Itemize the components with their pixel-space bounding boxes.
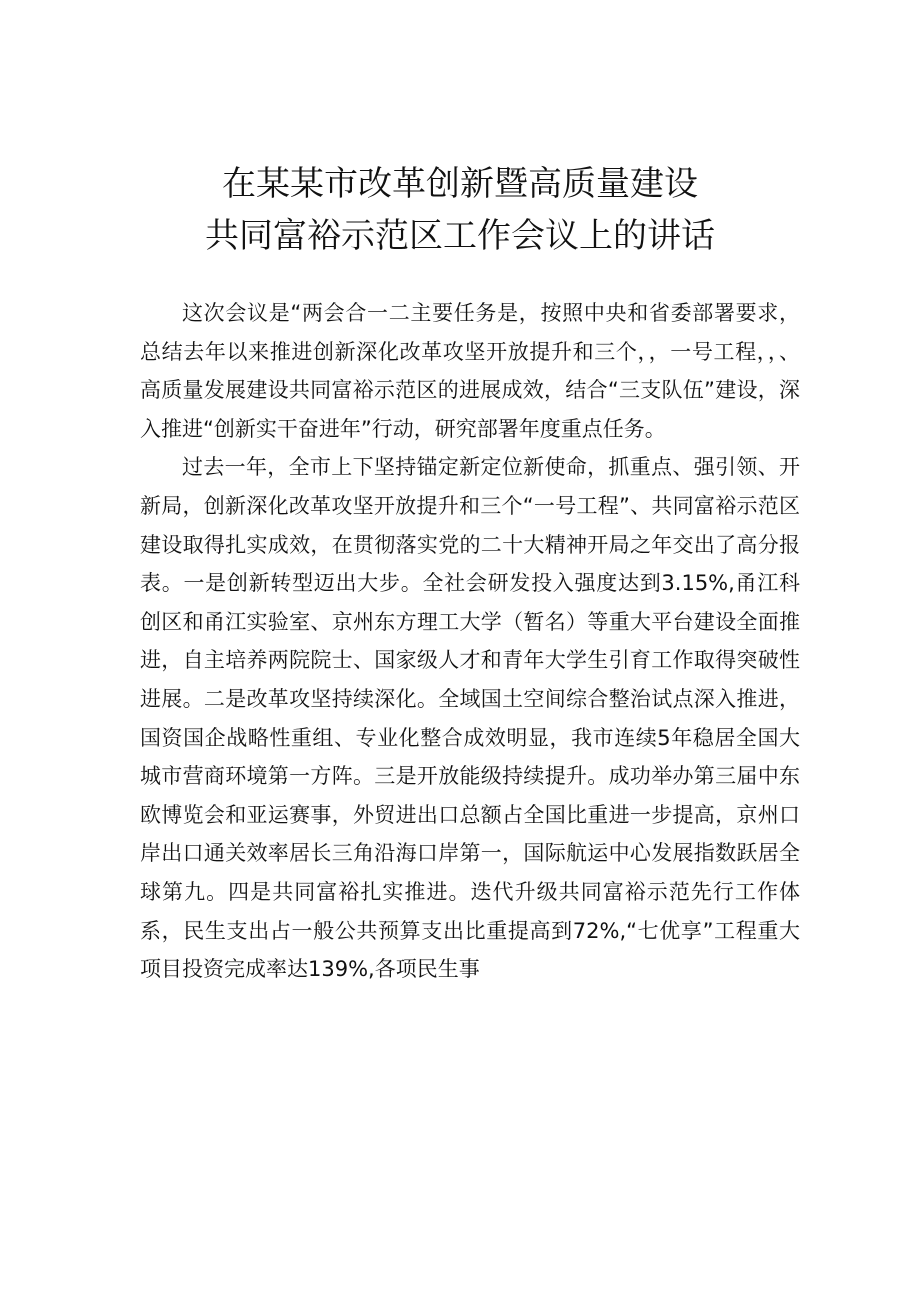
document-title <box>0 158 920 262</box>
title-line-2: 共同富裕示范区工作会议上的讲话 <box>205 216 715 256</box>
title-line-1: 在某某市改革创新暨高质量建设 <box>222 164 698 204</box>
paragraph-2: 过去一年，全市上下坚持锚定新定位新使命，抓重点、强引领、开新局，创新深化改革攻坚开放提升和三个“一号工程”、共同富裕示范区建设取得扎实成效，在贯彻落实党的二十大精神开局之年交出了高分报表。一是创新转型迈出大步。全社会研发投入强度达到3.15%,甬江科创区和甬江实验室、京州东方理工大学（暂名）等重大平台建设全面推进，自主培养两院院士、国家级人才和青年大学生引育工作取得突破性进展。二是改革攻坚持续深化。全域国土空间综合整治试点深入推进，国资国企战略性重组、专业化整合成效明显，我市连续5年稳居全国大城市营商环境第一方阵。三是开放能级持续提升。成功举办第三届中东欧博览会和亚运赛事，外贸进出口总额占全国比重进一步提高，京州口岸出口通关效率居长三角沿海口岸第一，国际航运中心发展指数跃居全球第九。四是共同富裕扎实推进。迭代升级共同富裕示范先行工作体系，民生支出占一般公共预算支出比重提高到72%,“七优享”工程重大项目投资完成率达139%,各项民生事 <box>140 455 800 982</box>
document-body <box>140 294 800 989</box>
paragraph-1: 这次会议是“两会合一二主要任务是，按照中央和省委部署要求，总结去年以来推进创新深化改革攻坚开放提升和三个，，一号工程，，、高质量发展建设共同富裕示范区的进展成效，结合“三支队伍”建设，深入推进“创新实干奋进年”行动，研究部署年度重点任务。 <box>140 301 800 441</box>
